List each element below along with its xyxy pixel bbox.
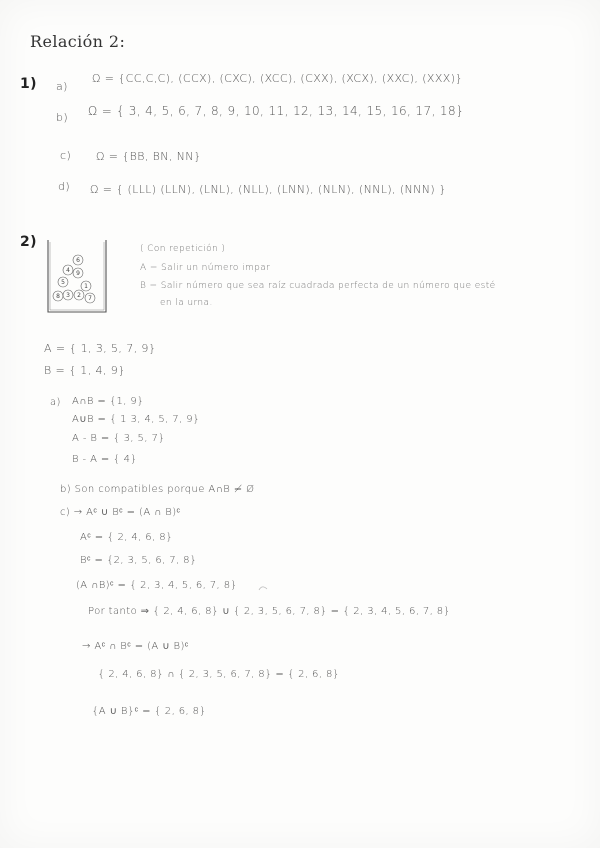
urn-ball-label: 5 [61, 279, 65, 286]
complement-b: Bᶜ = {2, 3, 5, 6, 7, 8} [80, 555, 197, 566]
note-with-replacement: ( Con repetición ) [140, 244, 226, 254]
complement-a: Aᶜ = { 2, 4, 6, 8} [80, 532, 173, 543]
complement-intersection: (A ∩B)ᶜ = { 2, 3, 4, 5, 6, 7, 8} [76, 580, 238, 591]
ex1-c-label: c) [60, 149, 72, 162]
ex1-b-sample-space: Ω = { 3, 4, 5, 6, 7, 8, 9, 10, 11, 12, 13, 14, 15, 16, 17, 18} [88, 104, 465, 118]
complement-union: {A ∪ B}ᶜ = { 2, 6, 8} [92, 706, 207, 717]
urn-drawing [46, 238, 110, 318]
therefore-union-result: Por tanto ⇒ { 2, 4, 6, 8} ∪ { 2, 3, 5, 6, 7, 8} = { 2, 3, 4, 5, 6, 7, 8} [88, 606, 451, 617]
difference-a-b: A - B = { 3, 5, 7} [72, 433, 165, 444]
urn-ball-label: 3 [66, 292, 70, 299]
note-event-b-cont: en la urna. [160, 298, 213, 308]
ex1-a-sample-space: Ω = {CC,C,C), (CCX), (CXC), (XCC), (CXX), (XCX), (XXC), (XXX)} [92, 72, 463, 85]
exercise-1-number: 1) [20, 76, 37, 92]
de-morgan-second-law: → Aᶜ ∩ Bᶜ = (A ∪ B)ᶜ [82, 641, 189, 652]
note-event-b: B = Salir número que sea raíz cuadrada perfecta de un número que esté [140, 281, 496, 291]
set-b: B = { 1, 4, 9} [44, 364, 126, 377]
ex1-d-sample-space: Ω = { (LLL) (LLN), (LNL), (NLL), (LNN), (NLN), (NNL), (NNN) } [90, 183, 447, 196]
set-a: A = { 1, 3, 5, 7, 9} [44, 342, 157, 355]
ex2-a-label: a) [50, 397, 61, 408]
intersection-of-complements: { 2, 4, 6, 8} ∩ { 2, 3, 5, 6, 7, 8} = { 2, 6, 8} [98, 669, 340, 680]
ex2-b-answer: b) Son compatibles porque A∩B ≠ Ø [60, 484, 255, 495]
urn-ball-label: 4 [66, 267, 70, 274]
ex1-a-label: a) [56, 80, 68, 93]
urn-ball-label: 1 [84, 283, 88, 290]
intersection-a-b: A∩B = {1, 9} [72, 396, 144, 407]
ex1-c-sample-space: Ω = {BB, BN, NN} [96, 150, 202, 163]
page-title: Relación 2: [30, 32, 126, 51]
pencil-smudge [258, 584, 268, 592]
urn-ball-label: 6 [76, 257, 80, 264]
urn-ball-label: 2 [77, 292, 81, 299]
urn-ball-label: 7 [88, 295, 92, 302]
ex1-b-label: b) [56, 111, 69, 124]
union-a-b: A∪B = { 1 3, 4, 5, 7, 9} [72, 414, 200, 425]
exercise-2-number: 2) [20, 234, 37, 250]
difference-b-a: B - A = { 4} [72, 454, 138, 465]
note-event-a: A = Salir un número impar [140, 263, 271, 273]
urn-ball-label: 8 [56, 293, 60, 300]
ex1-d-label: d) [58, 180, 71, 193]
ex2-c-header: c) → Aᶜ ∪ Bᶜ = (A ∩ B)ᶜ [60, 507, 181, 518]
urn-ball-label: 9 [76, 270, 80, 277]
